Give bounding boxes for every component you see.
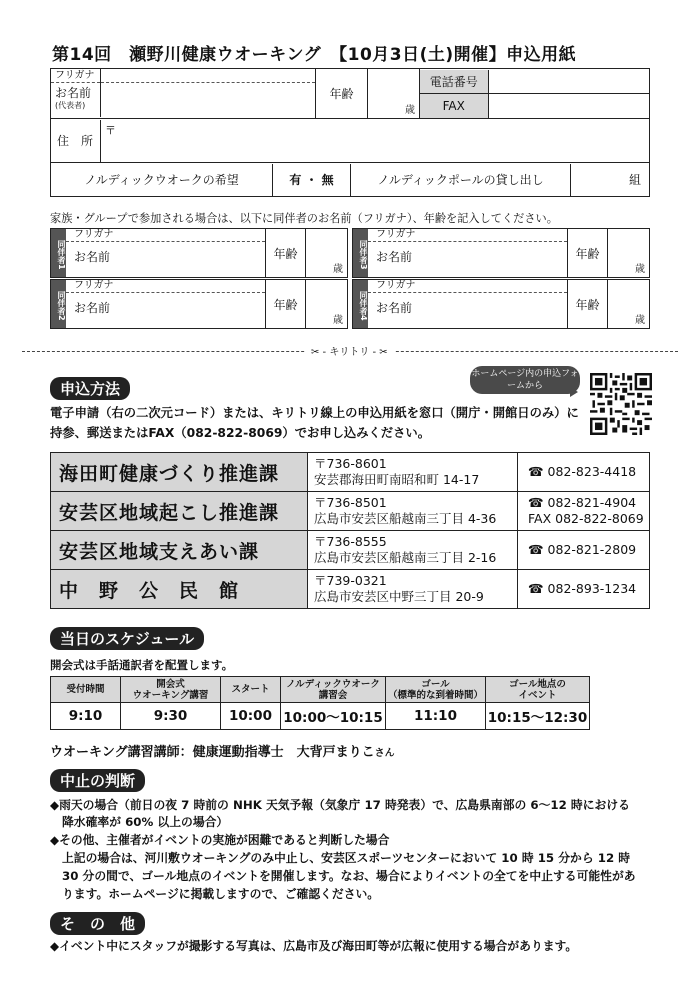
schedule-value: 11:10: [386, 703, 486, 730]
schedule-value: 10:15〜12:30: [486, 703, 590, 730]
office-row: [51, 531, 650, 570]
form-bubble: ホームページ内の申込フォームから: [470, 366, 580, 394]
companion-label: 同伴者2: [51, 280, 66, 328]
cancel-line-4: 上記の場合は、河川敷ウオーキングのみ中止し、安芸区スポーツセンターにおいて 10 時 15 分から 12 時: [62, 851, 631, 865]
schedule-header: ゴール地点の イベント: [486, 677, 590, 703]
instructor-label: ウオーキング講習講師：: [50, 745, 193, 760]
companion-box-1[interactable]: [50, 228, 348, 278]
office-name: 安芸区地域起こし推進課: [51, 492, 308, 531]
cancel-line-5: 30 分の間で、ゴール地点のイベントを開催します。なお、場合によりイベントの全てを中止する可能性があ: [62, 869, 636, 883]
cut-line-label: ✂ - キリトリ - ✂: [305, 343, 394, 358]
office-name: 海田町健康づくり推進課: [51, 453, 308, 492]
schedule-header: スタート: [221, 677, 281, 703]
other-heading: そ の 他: [50, 912, 145, 935]
name-label: お名前: [55, 86, 92, 100]
office-table: [50, 452, 650, 609]
office-fax: FAX 082-822-8069: [528, 511, 644, 526]
age-field[interactable]: [368, 69, 420, 119]
companion-label: 同伴者4: [353, 280, 368, 328]
office-postal: 〒736-8501: [314, 495, 387, 510]
schedule-value: 9:30: [121, 703, 221, 730]
instructor-name: 健康運動指導士 大背戸まりこ: [192, 745, 375, 760]
sai-label: 歳: [333, 264, 343, 275]
cancel-line-2: 降水確率が 60% 以上の場合）: [62, 815, 229, 829]
fax-label: FAX: [420, 94, 488, 118]
schedule-table: [50, 676, 590, 730]
companion-section: [50, 228, 650, 330]
tel-field[interactable]: [488, 70, 649, 94]
office-postal: 〒736-8555: [314, 534, 387, 549]
schedule-value: 10:00: [221, 703, 281, 730]
office-postal: 〒739-0321: [314, 573, 387, 588]
companion-box-4[interactable]: [352, 279, 650, 329]
tel-label: 電話番号: [420, 70, 488, 94]
cancel-line-1: ◆雨天の場合（前日の夜 7 時前の NHK 天気予報（気象庁 17 時発表）で、広島県南部の 6〜12 時における: [50, 798, 630, 812]
companion-box-3[interactable]: [352, 228, 650, 278]
cancel-line-6: ります。ホームページに掲載しますので、ご確認ください。: [62, 887, 380, 901]
companion-label: 同伴者1: [51, 229, 66, 277]
schedule-note: 開会式は手話通訳者を配置します。: [50, 658, 234, 672]
furigana-label: フリガナ: [66, 280, 265, 293]
office-tel: ☎ 082-821-4904: [528, 495, 637, 510]
apply-text-2: 持参、郵送またはFAX（082-822-8069）でお申し込みください。: [50, 426, 430, 440]
nordic-yn-choice[interactable]: 有 ・ 無: [273, 164, 351, 196]
schedule-value: 9:10: [51, 703, 121, 730]
companion-note: 家族・グループで参加される場合は、以下に同伴者のお名前（フリガナ）、年齢を記入してください。: [50, 212, 558, 225]
furigana-label: フリガナ: [66, 229, 265, 242]
office-address: 広島市安芸区中野三丁目 20-9: [314, 589, 484, 604]
name-label: お名前: [74, 250, 111, 264]
sai-label: 歳: [635, 315, 645, 326]
qr-code-icon[interactable]: [590, 373, 652, 435]
schedule-header: ノルディックウオーク 講習会: [281, 677, 386, 703]
sai-label: 歳: [333, 315, 343, 326]
office-row: [51, 492, 650, 531]
age-label: 年齢: [568, 229, 608, 277]
pole-rental-label: ノルディックポールの貸し出し: [351, 164, 571, 196]
office-row: [51, 453, 650, 492]
nordic-wish-label: ノルディックウオークの希望: [51, 164, 273, 196]
office-name: 中 野 公 民 館: [51, 570, 308, 609]
age-label: 年齢: [266, 280, 306, 328]
name-label: お名前: [74, 301, 111, 315]
schedule-header: ゴール （標準的な到着時間）: [386, 677, 486, 703]
apply-text-1: 電子申請（右の二次元コード）または、キリトリ線上の申込用紙を窓口（開庁・開館日のみ）に: [50, 406, 579, 420]
age-label: 年齢: [568, 280, 608, 328]
office-name: 安芸区地域支えあい課: [51, 531, 308, 570]
age-label: 年齢: [266, 229, 306, 277]
instructor-line: [50, 741, 395, 760]
cancel-line-3: ◆その他、主催者がイベントの実施が困難であると判断した場合: [50, 833, 390, 847]
office-address: 安芸郡海田町南昭和町 14-17: [314, 472, 480, 487]
office-address: 広島市安芸区船越南三丁目 2-16: [314, 550, 497, 565]
name-label: お名前: [376, 301, 413, 315]
postal-mark: 〒: [105, 123, 116, 137]
apply-heading: 申込方法: [50, 377, 130, 400]
rep-label: (代表者): [55, 101, 86, 110]
sai-label: 歳: [635, 264, 645, 275]
bubble-arrow-icon: [570, 387, 578, 397]
office-postal: 〒736-8601: [314, 456, 387, 471]
office-row: [51, 570, 650, 609]
schedule-header: 受付時間: [51, 677, 121, 703]
name-field[interactable]: [51, 69, 316, 119]
other-line-1: ◆イベント中にスタッフが撮影する写真は、広島市及び海田町等が広報に使用する場合があります。: [50, 939, 578, 953]
fax-field[interactable]: [488, 94, 649, 118]
application-form: [50, 68, 650, 197]
san-suffix: さん: [374, 748, 395, 759]
office-tel: ☎ 082-821-2809: [528, 542, 637, 557]
age-label: 年齢: [316, 69, 368, 119]
pole-count-field[interactable]: [571, 164, 649, 196]
name-label: お名前: [376, 250, 413, 264]
companion-label: 同伴者3: [353, 229, 368, 277]
cancel-heading: 中止の判断: [50, 769, 145, 792]
companion-box-2[interactable]: [50, 279, 348, 329]
page-title: 第14回 瀬野川健康ウオーキング 【10月3日(土)開催】申込用紙: [52, 45, 577, 65]
kumi-label: 組: [628, 173, 641, 187]
schedule-value: 10:00〜10:15: [281, 703, 386, 730]
furigana-label: フリガナ: [368, 280, 567, 293]
schedule-header: 開会式 ウオーキング講習: [121, 677, 221, 703]
office-tel: ☎ 082-823-4418: [528, 464, 637, 479]
office-address: 広島市安芸区船越南三丁目 4-36: [314, 511, 497, 526]
schedule-heading: 当日のスケジュール: [50, 627, 204, 650]
sai-label: 歳: [405, 105, 415, 116]
office-tel: ☎ 082-893-1234: [528, 581, 637, 596]
furigana-label: フリガナ: [368, 229, 567, 242]
address-label: 住 所: [51, 120, 101, 162]
address-field[interactable]: [51, 119, 650, 163]
furigana-label: フリガナ: [51, 69, 100, 83]
